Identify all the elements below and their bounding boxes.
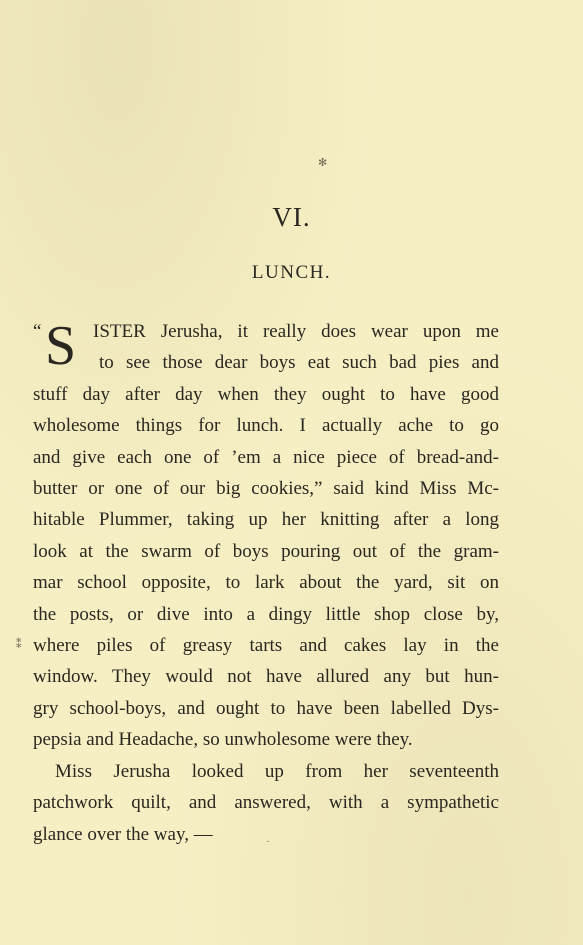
text-line: glance over the way, — (33, 823, 213, 845)
paragraph-2 (33, 756, 499, 850)
paragraph-1 (33, 316, 499, 755)
text-line: butter or one of our big cookies,” said kind Miss Mc- (33, 477, 499, 499)
chapter-title: LUNCH. (251, 262, 332, 283)
text-line: window. They would not have allured any but hun- (33, 666, 499, 688)
text-line: to see those dear boys eat such bad pies and (99, 352, 499, 374)
ink-speck: ✻ (318, 157, 328, 169)
text-line: and give each one of ’em a nice piece of bread-and- (33, 446, 499, 468)
text-line: gry school-boys, and ought to have been labelled Dys- (33, 697, 499, 719)
text-line: look at the swarm of boys pouring out of the gram- (33, 540, 499, 562)
text-line: the posts, or dive into a dingy little shop close by, (33, 603, 499, 625)
drop-cap: S (45, 315, 77, 377)
text-line: mar school opposite, to lark about the yard, sit on (33, 572, 499, 594)
text-line: ISTER Jerusha, it really does wear upon me (93, 321, 499, 342)
opening-quote: “ (33, 321, 42, 342)
text-line: hitable Plummer, taking up her knitting after a long (33, 509, 499, 531)
text-line: Miss Jerusha looked up from her seventeenth (55, 761, 499, 782)
text-line: stuff day after day when they ought to have good (33, 383, 499, 405)
ink-speck: ⁑ (16, 639, 22, 651)
text-line: patchwork quilt, and answered, with a sympathetic (33, 792, 499, 814)
text-line: pepsia and Headache, so unwholesome were they. (33, 729, 413, 751)
ink-speck: · (266, 836, 270, 848)
text-line: wholesome things for lunch. I actually ache to go (33, 415, 499, 437)
chapter-number: VI. (272, 202, 311, 232)
text-line: where piles of greasy tarts and cakes lay in the (33, 634, 499, 656)
